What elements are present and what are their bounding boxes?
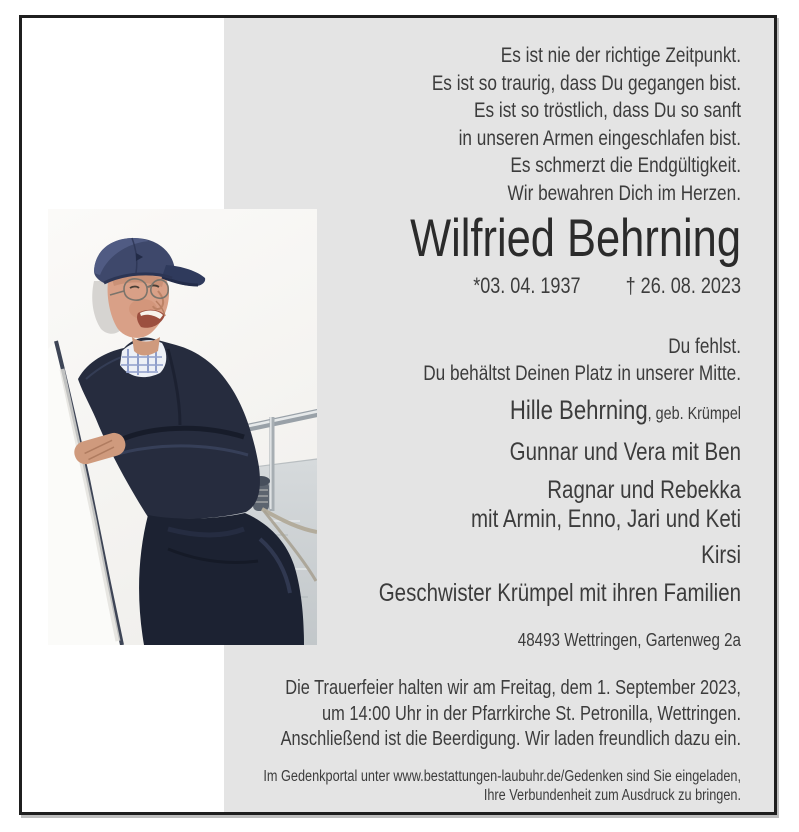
mourner-widow-name: Hille Behrning [509,395,648,425]
obituary-card [19,15,777,815]
opening-verse [249,42,741,207]
verse-line: Es schmerzt die Endgültigkeit. [510,154,741,177]
life-dates [249,272,741,299]
funeral-details [249,676,741,753]
verse-line: Wir bewahren Dich im Herzen. [507,181,741,205]
mourner-line: Gunnar und Vera mit Ben [509,438,741,466]
mourner-group [249,476,741,534]
funeral-line: Anschließend ist die Beerdigung. Wir laden freundlich dazu ein. [280,728,741,750]
tribute-line: Du behältst Deinen Platz in unserer Mitte. [423,362,741,385]
mourner-line: Ragnar und Rebekka [547,476,741,504]
verse-line: in unseren Armen eingeschlafen bist. [458,126,741,150]
portal-line: Im Gedenkportal unter www.bestattungen-laubuhr.de/Gedenken sind Sie eingeladen, [263,767,741,785]
verse-line: Es ist so tröstlich, dass Du so sanft [473,99,741,122]
verse-line: Es ist nie der richtige Zeitpunkt. [500,44,741,67]
tribute-line: Du fehlst. [668,335,741,358]
tribute-lines [249,333,741,387]
funeral-line: Die Trauerfeier halten wir am Freitag, dem 1. September 2023, [285,677,741,699]
verse-line: Es ist so traurig, dass Du gegangen bist. [431,71,741,95]
funeral-line: um 14:00 Uhr in der Pfarrkirche St. Petronilla, Wettringen. [322,702,741,725]
deceased-name: Wilfried Behrning [410,209,741,268]
family-address: 48493 Wettringen, Gartenweg 2a [517,629,741,650]
notice-content [249,18,741,805]
mourner-widow-suffix: , geb. Krümpel [647,403,741,423]
birth-date: *03. 04. 1937 [473,273,581,298]
death-date: † 26. 08. 2023 [625,273,741,298]
mourner-line: Geschwister Krümpel mit ihren Familien [378,579,741,607]
memorial-portal-note [249,767,741,805]
mourner-line: Kirsi [701,541,741,569]
mourner-widow [249,395,741,429]
portal-line: Ihre Verbundenheit zum Ausdruck zu bringen. [483,786,741,804]
mourner-line: mit Armin, Enno, Jari und Keti [470,505,741,533]
